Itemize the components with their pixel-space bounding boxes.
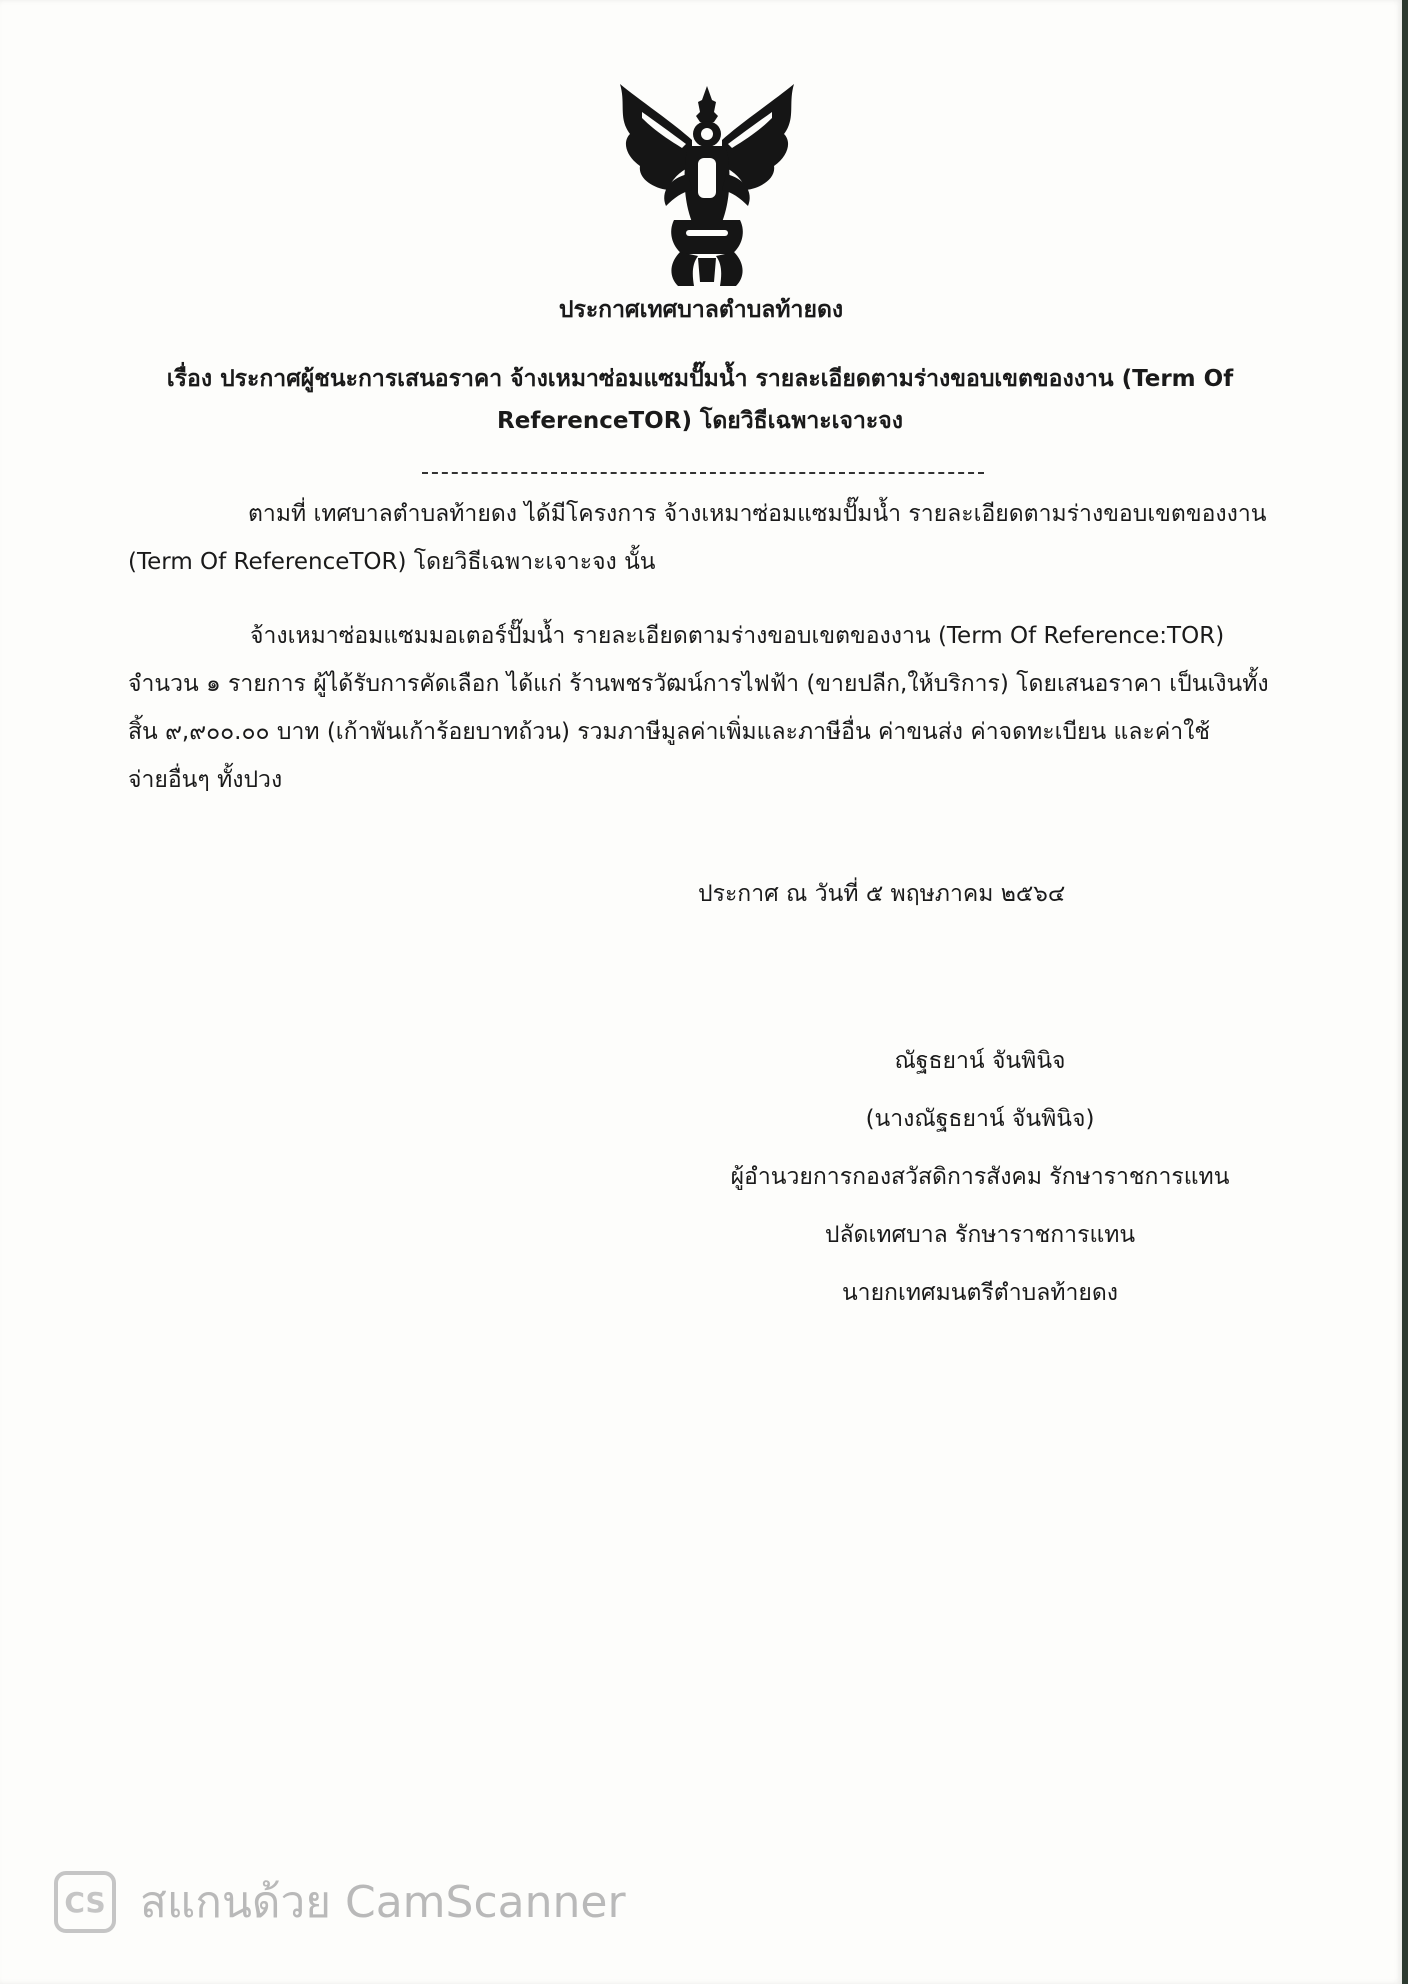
camscanner-logo-icon: CS [54,1871,116,1933]
paragraph2-line3: สิ้น ๙,๙๐๐.๐๐ บาท (เก้าพันเก้าร้อยบาทถ้วน) รวมภาษีมูลค่าเพิ่มและภาษีอื่น ค่าขนส่ง ค่าจดทะเบียน และค่าใช้ [128,719,1210,745]
watermark-text: สแกนด้วย CamScanner [140,1877,626,1928]
announcement-date: ประกาศ ณ วันที่ ๕ พฤษภาคม ๒๕๖๔ [698,881,1066,907]
document-title: ประกาศเทศบาลตำบลท้ายดง [558,297,844,323]
signer-position-1: ผู้อำนวยการกองสวัสดิการสังคม รักษาราชการแทน [730,1164,1230,1190]
paragraph1-line2: (Term Of ReferenceTOR) โดยวิธีเฉพาะเจาะจง นั้น [128,549,656,575]
paragraph1-line1: ตามที่ เทศบาลตำบลท้ายดง ได้มีโครงการ จ้างเหมาซ่อมแซมปั๊มน้ำ รายละเอียดตามร่างขอบเขตของงาน [248,501,1267,527]
camscanner-watermark [54,1870,626,1934]
signer-full-name: (นางณัฐธยาน์ จันพินิจ) [865,1106,1095,1132]
paragraph2-line4: จ่ายอื่นๆ ทั้งปวง [128,767,283,793]
separator-line [422,472,984,474]
paragraph2-line1: จ้างเหมาซ่อมแซมมอเตอร์ปั๊มน้ำ รายละเอียดตามร่างขอบเขตของงาน (Term Of Reference:TOR) [250,623,1225,649]
document-subject: เรื่อง ประกาศผู้ชนะการเสนอราคา จ้างเหมาซ่อมแซมปั๊มน้ำ รายละเอียดตามร่างขอบเขตของงาน (Term Of ReferenceTOR) โดยวิธีเฉพาะเจาะจง [166,366,1234,434]
garuda-emblem-icon [612,82,802,288]
signature-block [720,1032,1240,1322]
signer-position-3: นายกเทศมนตรีตำบลท้ายดง [841,1280,1119,1306]
signed-name: ณัฐธยาน์ จันพินิจ [894,1048,1066,1074]
paragraph2-line2: จำนวน ๑ รายการ ผู้ได้รับการคัดเลือก ได้แก่ ร้านพชรวัฒน์การไฟฟ้า (ขายปลีก,ให้บริการ) โดยเสนอราคา เป็นเงินทั้ง [128,671,1269,697]
signer-position-2: ปลัดเทศบาล รักษาราชการแทน [824,1222,1136,1248]
